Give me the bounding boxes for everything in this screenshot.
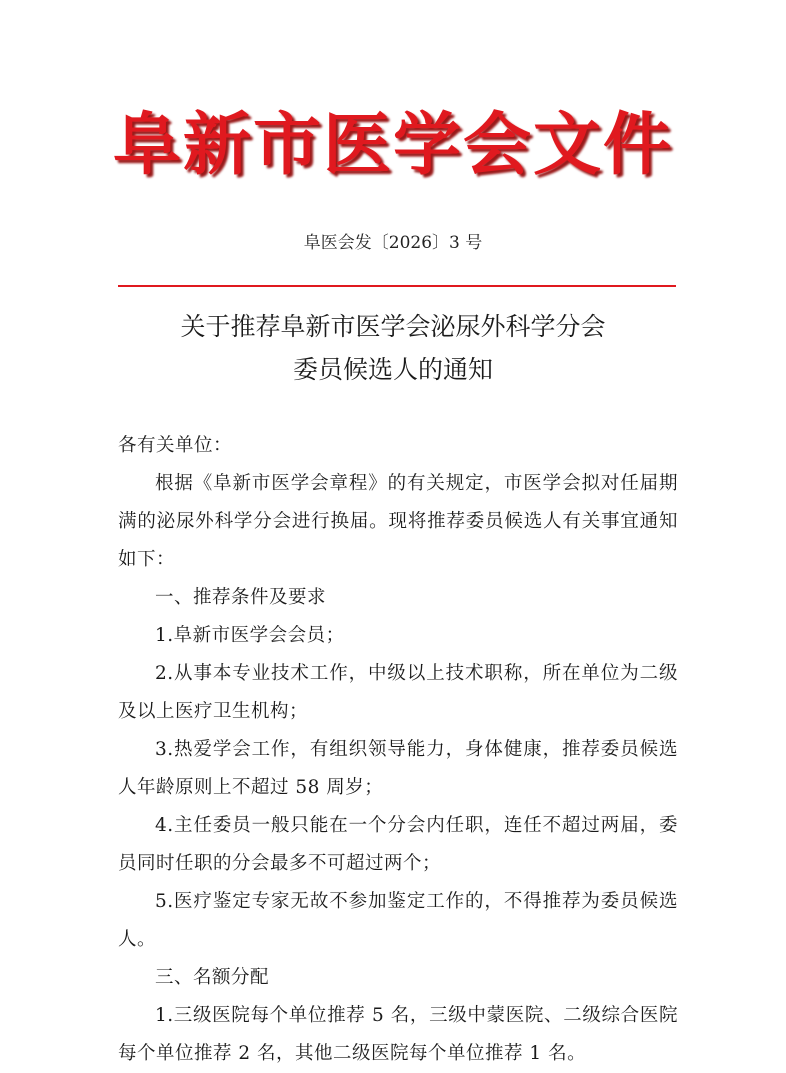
requirement-item-1: 1.阜新市医学会会员； (155, 625, 345, 646)
notice-body (118, 427, 678, 1073)
requirement-item-5: 5.医疗鉴定专家无故不参加鉴定工作的，不得推荐为委员候选人。 (118, 891, 678, 950)
issuer-header-title: 阜新市医学会文件 (112, 106, 673, 185)
requirement-item-3: 3.热爱学会工作，有组织领导能力，身体健康，推荐委员候选人年龄原则上不超过 58 周岁； (118, 739, 678, 798)
red-separator-line (118, 285, 676, 287)
notice-title-line-2: 委员候选人的通知 (292, 355, 493, 384)
section-heading-requirements: 一、推荐条件及要求 (155, 587, 327, 608)
quota-item-1: 1.三级医院每个单位推荐 5 名，三级中蒙医院、二级综合医院每个单位推荐 2 名，其他二级医院每个单位推荐 1 名。 (118, 1005, 678, 1064)
section-heading-quota: 三、名额分配 (155, 967, 270, 988)
requirement-item-4: 4.主任委员一般只能在一个分会内任职，连任不超过两届，委员同时任职的分会最多不可超过两个； (118, 815, 678, 874)
requirement-item-2: 2.从事本专业技术工作，中级以上技术职称，所在单位为二级及以上医疗卫生机构； (118, 663, 678, 722)
salutation: 各有关单位： (118, 435, 233, 456)
document-number: 阜医会发〔2026〕3 号 (303, 233, 483, 253)
notice-title-line-1: 关于推荐阜新市医学会泌尿外科学分会 (180, 312, 606, 341)
intro-paragraph: 根据《阜新市医学会章程》的有关规定，市医学会拟对任届期满的泌尿外科学分会进行换届。现将推荐委员候选人有关事宜通知如下： (118, 473, 678, 570)
